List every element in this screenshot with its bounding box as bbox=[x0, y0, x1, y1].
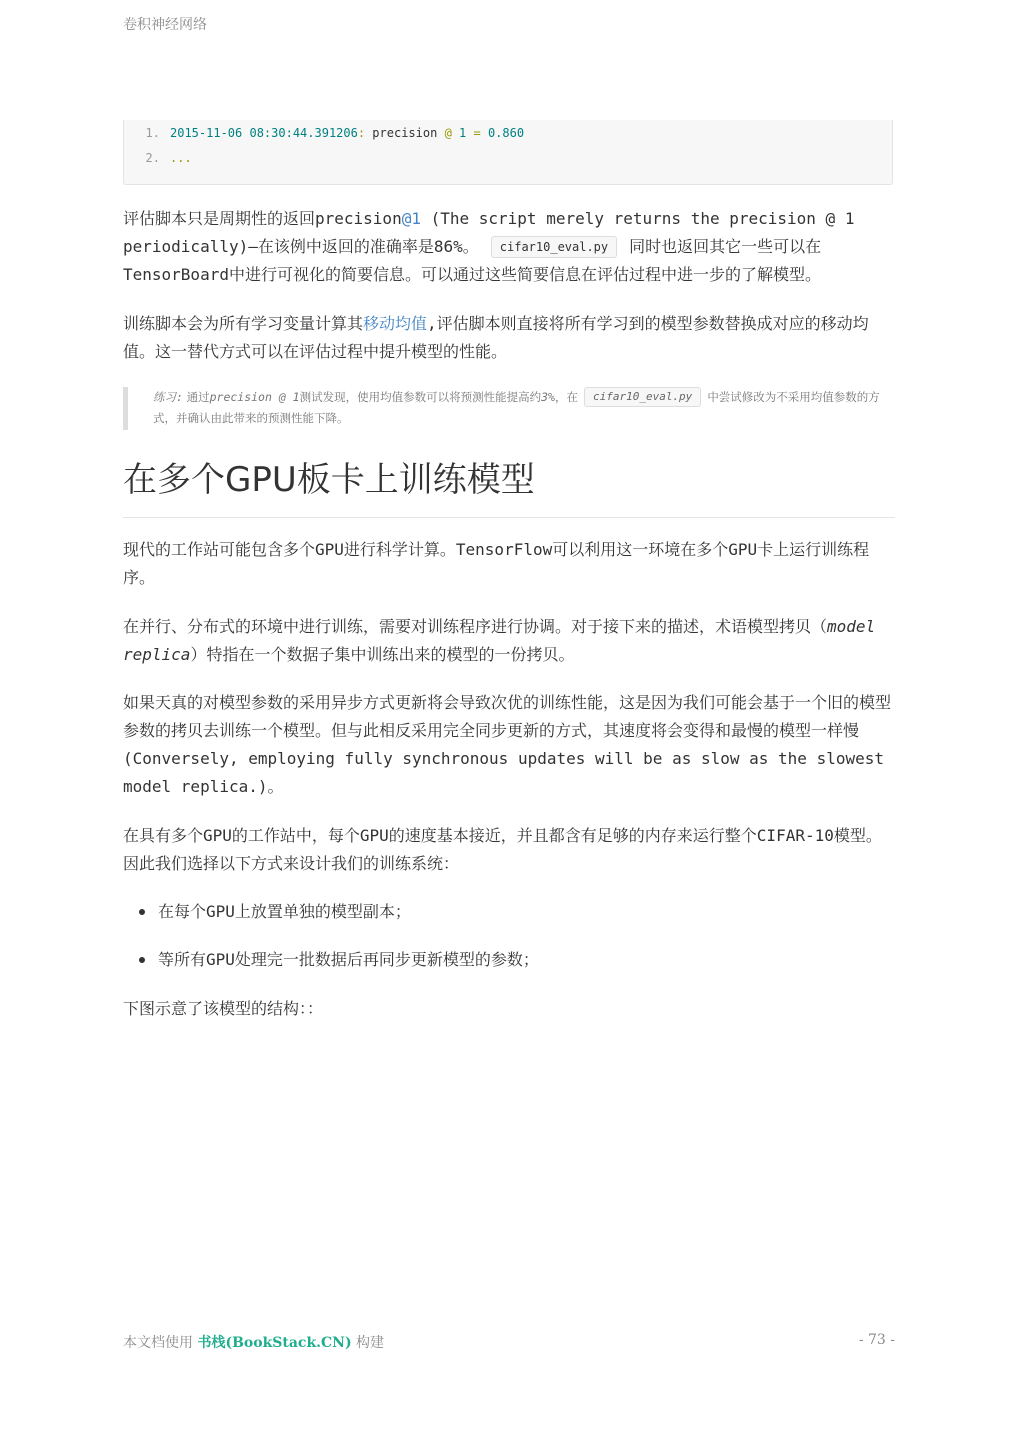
moving-average-link[interactable]: 移动均值 bbox=[363, 314, 428, 333]
heading-divider bbox=[123, 517, 895, 518]
code-value: 0.860 bbox=[480, 126, 525, 140]
list-item: 等所有GPU处理完一批数据后再同步更新模型的参数； bbox=[123, 946, 895, 974]
paragraph-model-replica: 在并行、分布式的环境中进行训练，需要对训练程序进行协调。对于接下来的描述，术语模型拷贝（model replica）特指在一个数据子集中训练出来的模型的一份拷贝。 bbox=[123, 617, 876, 664]
paragraph-eval-script: 评估脚本只是周期性的返回precision@1 (The script merely returns the precision @ 1 periodically)—在该例中返回的准确率是86%。 cifar10_eval.py 同时也返回其它一些可以在TensorBoard中进行可视化的简要信息。可以通过这些简要信息在评估过程中进一步的了解模型。 bbox=[123, 209, 855, 284]
code-text: precision bbox=[365, 126, 445, 140]
page-number: - 73 - bbox=[858, 1332, 895, 1348]
code-one: 1 bbox=[451, 126, 474, 140]
line-number: 1. bbox=[145, 126, 160, 140]
bookstack-link[interactable]: 书栈(BookStack.CN) bbox=[197, 1335, 352, 1351]
code-block bbox=[123, 120, 893, 185]
exercise-label: 练习: bbox=[153, 390, 183, 404]
design-bullet-list bbox=[123, 898, 895, 994]
paragraph-moving-average: 训练脚本会为所有学习变量计算其移动均值,评估脚本则直接将所有学习到的模型参数替换成对应的移动均值。这一替代方式可以在评估过程中提升模型的性能。 bbox=[123, 314, 869, 361]
code-line bbox=[124, 123, 524, 143]
precision-link[interactable]: @1 bbox=[401, 209, 421, 228]
paragraph-figure-intro: 下图示意了该模型的结构：： bbox=[123, 999, 324, 1018]
list-item: 在每个GPU上放置单独的模型副本； bbox=[123, 898, 895, 926]
page-header-title: 卷积神经网络 bbox=[123, 17, 207, 33]
paragraph-multi-gpu: 现代的工作站可能包含多个GPU进行科学计算。TensorFlow可以利用这一环境在多个GPU卡上运行训练程序。 bbox=[123, 540, 870, 587]
paragraph-design: 在具有多个GPU的工作站中，每个GPU的速度基本接近，并且都含有足够的内存来运行整个CIFAR-10模型。因此我们选择以下方式来设计我们的训练系统： bbox=[123, 826, 882, 873]
code-ellipsis: ... bbox=[170, 151, 192, 165]
line-number: 2. bbox=[145, 151, 160, 165]
inline-code-eval: cifar10_eval.py bbox=[584, 387, 701, 407]
code-equals: = bbox=[473, 126, 481, 140]
paragraph-async-update: 如果天真的对模型参数的采用异步方式更新将会导致次优的训练性能，这是因为我们可能会基于一个旧的模型参数的拷贝去训练一个模型。但与此相反采用完全同步更新的方式，其速度将会变得和最慢的模型一样慢(Conversely, employing fully synchronous updates will be as slow as the slowest model replica.)。 bbox=[123, 693, 892, 796]
inline-code-eval: cifar10_eval.py bbox=[491, 236, 617, 258]
footer-credit: 本文档使用 书栈(BookStack.CN) 构建 bbox=[123, 1335, 385, 1351]
bullet-icon bbox=[139, 909, 145, 915]
bullet-icon bbox=[139, 957, 145, 963]
code-timestamp: 2015-11-06 08:30:44.391206 bbox=[170, 126, 358, 140]
code-colon: : bbox=[357, 126, 366, 140]
section-heading: 在多个GPU板卡上训练模型 bbox=[123, 460, 535, 500]
term-model-replica: model replica bbox=[123, 617, 876, 664]
exercise-blockquote: 练习: 通过precision @ 1测试发现，使用均值参数可以将预测性能提高约3%，在 cifar10_eval.py 中尝试修改为不采用均值参数的方式，并确认由此带来的预测性能下降。 bbox=[123, 387, 893, 430]
code-at: @ bbox=[444, 126, 452, 140]
code-line bbox=[124, 148, 192, 168]
